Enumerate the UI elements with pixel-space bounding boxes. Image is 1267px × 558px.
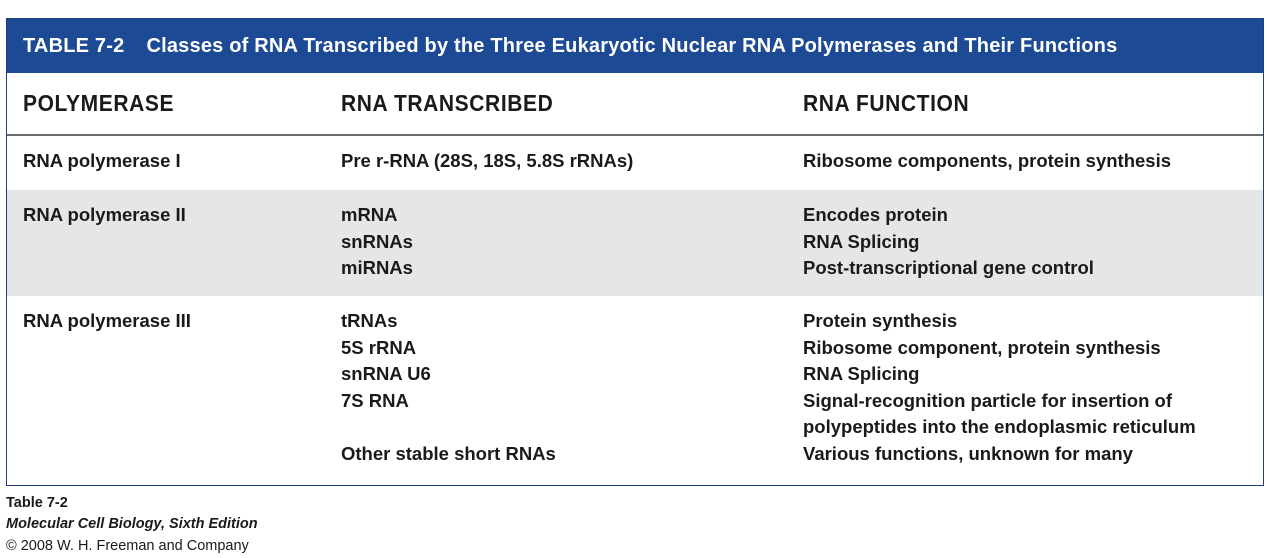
polymerase-name: RNA polymerase I — [23, 150, 181, 171]
polymerase-name: RNA polymerase III — [23, 310, 191, 331]
function-item: RNA Splicing — [803, 230, 920, 252]
function-item: Ribosome component, protein synthesis — [803, 336, 1161, 358]
transcribed-item: mRNA — [341, 204, 398, 225]
header-polymerase: POLYMERASE — [23, 91, 175, 117]
function-item: Post-transcriptional gene control — [803, 257, 1094, 278]
transcribed-item: 7S RNA — [341, 389, 409, 411]
table-label: TABLE 7-2 — [23, 34, 125, 57]
polymerase-cell — [23, 308, 191, 335]
transcribed-cell — [341, 308, 556, 467]
header-rna-function: RNA FUNCTION — [803, 91, 970, 117]
transcribed-cell — [341, 202, 413, 282]
table-title-bar — [7, 19, 1263, 73]
caption-copyright: © 2008 W. H. Freeman and Company — [6, 538, 249, 554]
function-cell — [803, 308, 1196, 467]
header-rna-transcribed: RNA TRANSCRIBED — [341, 91, 554, 117]
table-row — [7, 136, 1263, 190]
rna-polymerase-table — [6, 18, 1264, 486]
function-item: Various functions, unknown for many — [803, 442, 1133, 464]
transcribed-spacer — [341, 414, 556, 441]
polymerase-name: RNA polymerase II — [23, 204, 186, 225]
transcribed-item: snRNA U6 — [341, 363, 431, 384]
table-title: Classes of RNA Transcribed by the Three Eukaryotic Nuclear RNA Polymerases and Their Functions — [146, 34, 1118, 57]
function-item: Protein synthesis — [803, 310, 958, 331]
transcribed-item: tRNAs — [341, 310, 398, 331]
table-row — [7, 190, 1263, 296]
function-item: polypeptides into the endoplasmic reticulum — [803, 416, 1196, 437]
transcribed-item: 5S rRNA — [341, 336, 417, 358]
function-item: RNA Splicing — [803, 363, 920, 384]
function-item: Encodes protein — [803, 204, 948, 225]
transcribed-cell — [341, 148, 633, 175]
table-row — [7, 296, 1263, 486]
transcribed-item: Other stable short RNAs — [341, 442, 556, 464]
function-cell — [803, 202, 1094, 282]
transcribed-item: miRNAs — [341, 257, 413, 278]
transcribed-item: snRNAs — [341, 230, 413, 252]
caption-book-title: Molecular Cell Biology, Sixth Edition — [6, 516, 258, 532]
function-item: Signal-recognition particle for insertion of — [803, 389, 1172, 411]
function-cell — [803, 148, 1171, 175]
transcribed-item: Pre r-RNA (28S, 18S, 5.8S rRNAs) — [341, 150, 634, 171]
polymerase-cell — [23, 148, 181, 175]
caption-table-label: Table 7-2 — [6, 495, 68, 511]
function-item: Ribosome components, protein synthesis — [803, 150, 1172, 171]
polymerase-cell — [23, 202, 186, 229]
